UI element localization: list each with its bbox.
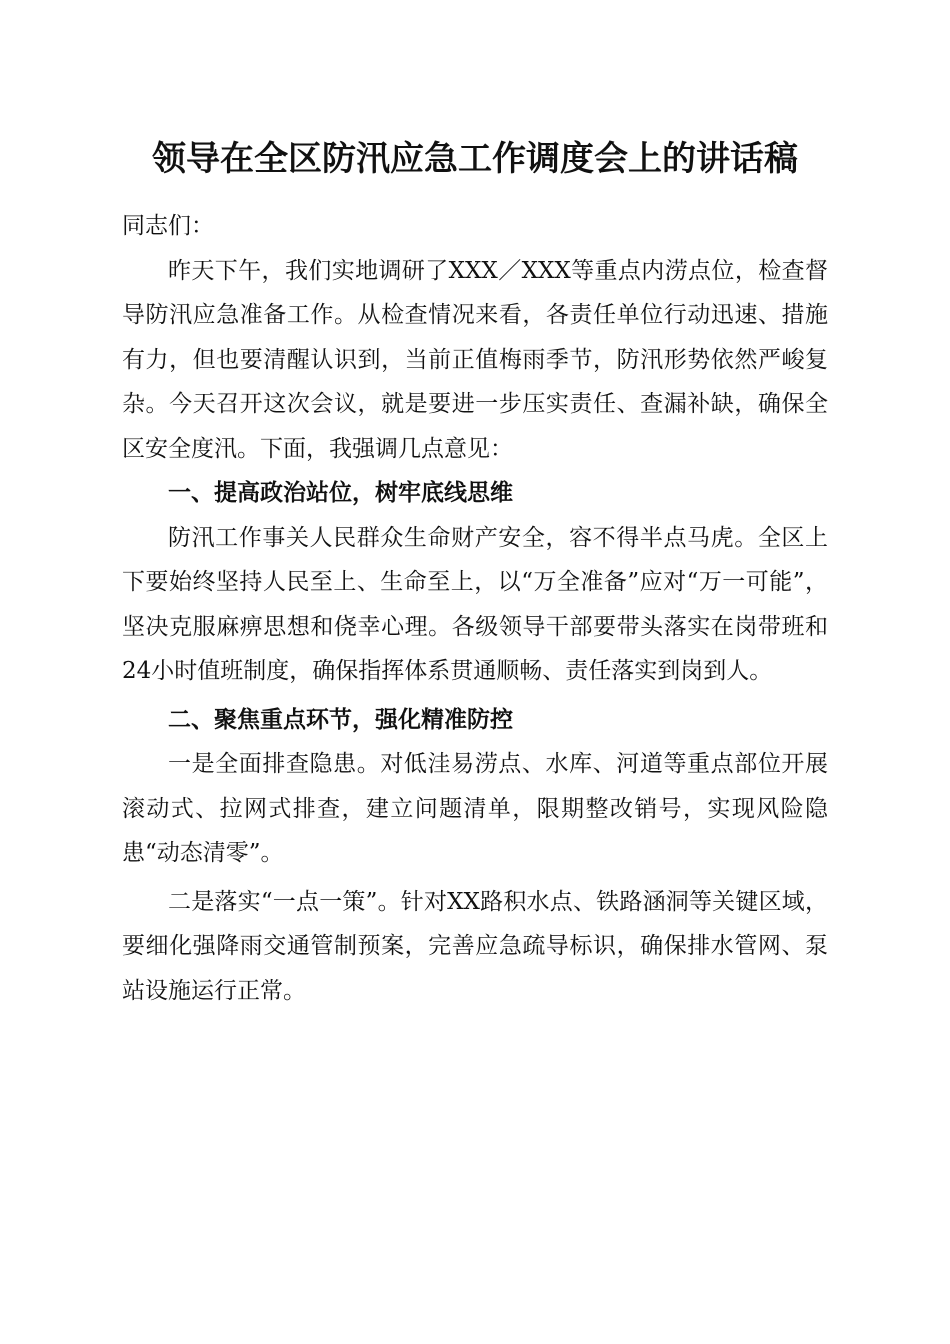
section-heading-2: 二、聚焦重点环节，强化精准防控 [168, 706, 513, 733]
section-heading-1: 一、提高政治站位，树牢底线思维 [168, 480, 513, 506]
document-title: 领导在全区防汛应急工作调度会上的讲话稿 [152, 139, 798, 179]
intro-paragraph: 昨天下午，我们实地调研了XXX／XXX等重点内涝点位，检查督导防汛应急准备工作。从检查情况来看，各责任单位行动迅速、措施有力，但也要清醒认识到，当前正值梅雨季节，防汛形势依然严峻复杂。今天召开这次会议，就是要进一步压实责任、查漏补缺，确保全区安全度汛。下面，我强调几点意见： [122, 257, 828, 462]
section-2-paragraph-1: 一是全面排查隐患。对低洼易涝点、水库、河道等重点部位开展滚动式、拉网式排查，建立问题清单，限期整改销号，实现风险隐患“动态清零”。 [122, 751, 828, 866]
section-2-paragraph-2: 二是落实“一点一策”。针对XX路积水点、铁路涵洞等关键区域，要细化强降雨交通管制预案，完善应急疏导标识，确保排水管网、泵站设施运行正常。 [122, 888, 828, 1004]
section-1-paragraph-1: 防汛工作事关人民群众生命财产安全，容不得半点马虎。全区上下要始终坚持人民至上、生命至上，以“万全准备”应对“万一可能”，坚决克服麻痹思想和侥幸心理。各级领导干部要带头落实在岗带班和24小时值班制度，确保指挥体系贯通顺畅、责任落实到岗到人。 [122, 524, 828, 684]
document-body [122, 204, 828, 1013]
salutation: 同志们： [122, 213, 214, 239]
